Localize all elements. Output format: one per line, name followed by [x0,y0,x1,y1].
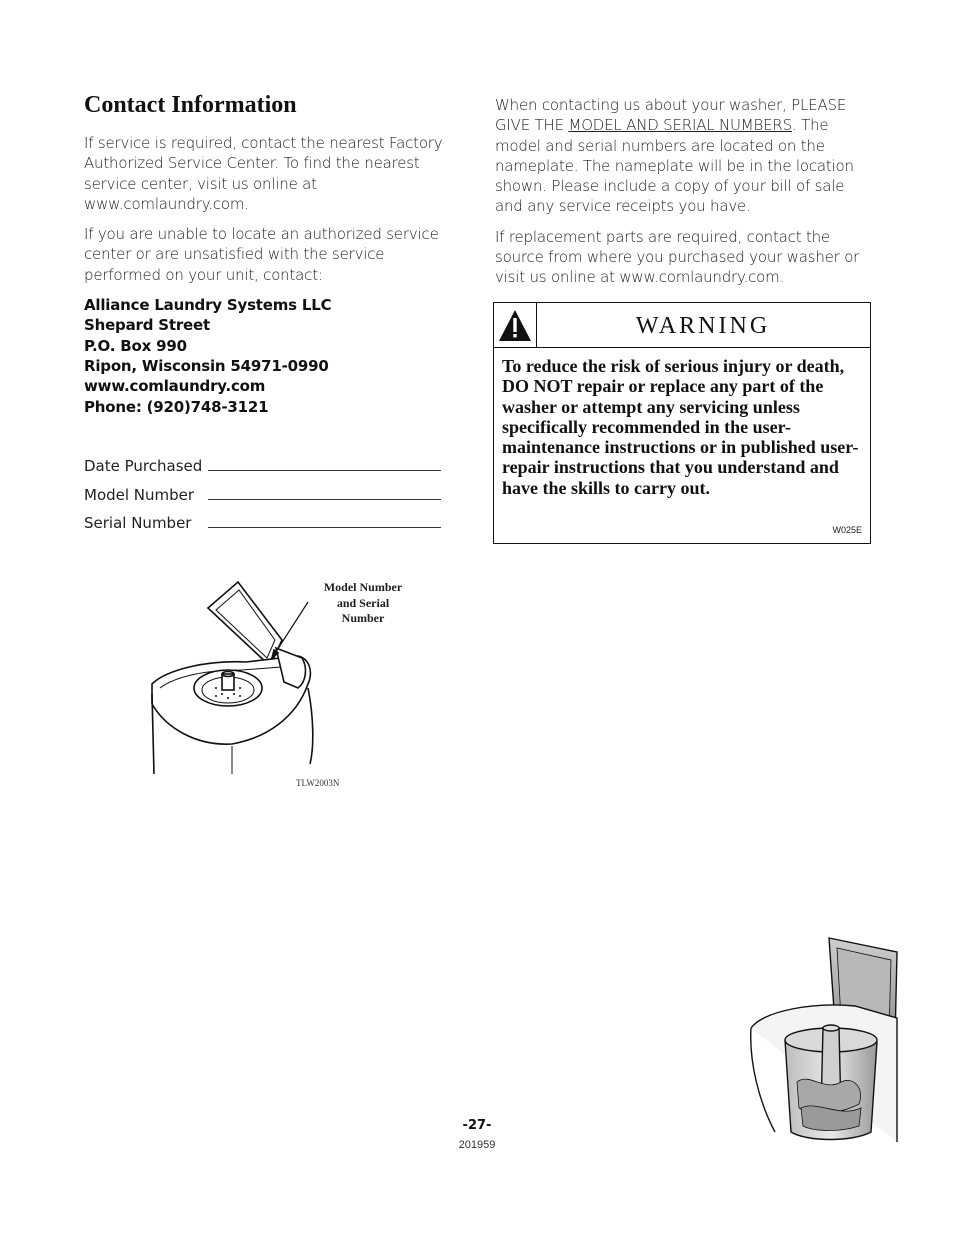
section-title: Contact Information [84,92,297,118]
washer-nameplate-illustration [146,578,326,783]
model-serial-text-start: When contacting us about your washer, PLEASE GIVE THE [495,96,847,135]
warning-title: WARNING [635,313,771,339]
warning-box [493,302,871,544]
date-purchased-row [84,447,464,476]
serial-number-blank [208,511,441,528]
model-serial-paragraph [495,95,875,217]
model-number-row [84,475,464,504]
page-number: -27- [462,1118,492,1133]
unavailable-paragraph: If you are unable to locate an authorized service center or are unsatisfied with the service performed on your unit, contact: [84,225,439,284]
warning-code: W025E [832,525,862,535]
replacement-parts-paragraph: If replacement parts are required, contact the source from where you purchased your washer or visit us online at www.comlaundry.com. [495,227,860,287]
address-line: P.O. Box 990 [84,336,187,355]
contact-section [84,92,464,532]
purchase-record-form [84,447,464,533]
model-number-blank [208,483,441,500]
address-line: Phone: (920)748-3121 [84,397,269,416]
service-paragraph: If service is required, contact the nearest Factory Authorized Service Center. To find the nearest service center, visit us online at www.comlaundry.com. [84,134,443,213]
model-number-label: Model Number [84,485,195,504]
address-line: Ripon, Wisconsin 54971-0990 [84,356,329,375]
warning-text: To reduce the risk of serious injury or death, DO NOT repair or replace any part of the washer or attempt any servicing unless specifically recommended in the user-maintenance instructions or in published user-repair instructions that you understand and have the skills to carry out. [502,356,859,498]
date-purchased-label: Date Purchased [84,457,203,476]
serial-number-row [84,504,464,533]
model-serial-emphasis: MODEL AND SERIAL NUMBERS [568,116,792,135]
warning-header [494,303,870,348]
serial-info-section [495,95,875,298]
document-code: 201959 [458,1139,496,1151]
address-line: Shepard Street [84,316,210,335]
warning-icon-cell [494,303,537,347]
model-serial-text-end: . The model and serial numbers are located on the nameplate. The nameplate will be in the location shown. Please include a copy of your bill of sale and any service receipts you have. [495,116,854,216]
figure-caption: Model Number and Serial Number [323,580,403,625]
figure-code: TLW2003N [296,778,340,788]
date-purchased-blank [208,454,441,471]
serial-number-label: Serial Number [84,514,192,533]
warning-triangle-icon [494,303,536,347]
address-line: Alliance Laundry Systems LLC [84,296,332,315]
company-address [84,295,464,417]
washer-tub-illustration [745,932,905,1147]
address-line: www.comlaundry.com [84,377,266,396]
